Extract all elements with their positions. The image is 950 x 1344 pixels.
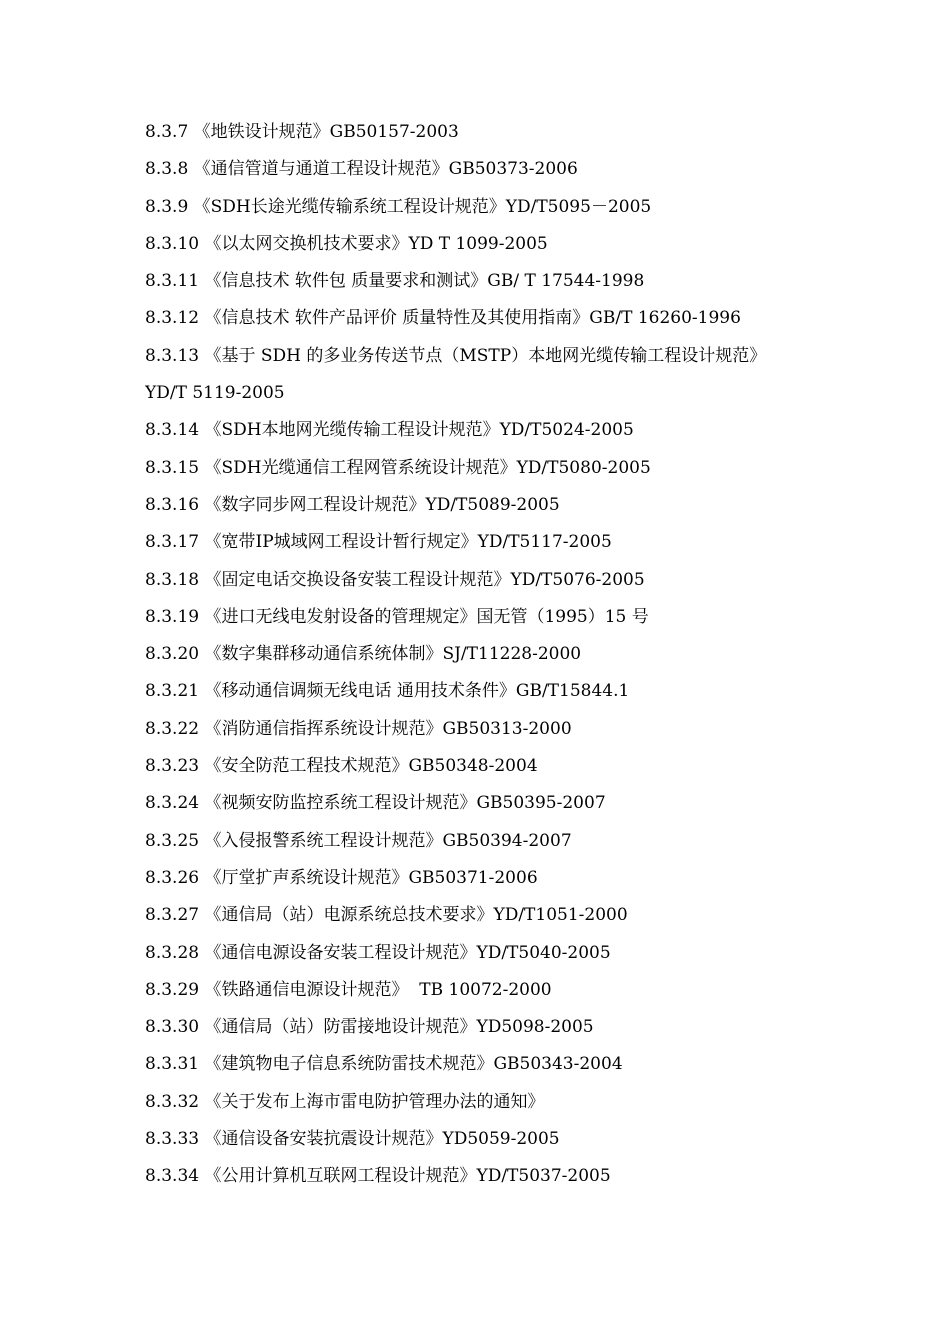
list-item: 8.3.10 《以太网交换机技术要求》YD T 1099-2005 [145,233,548,254]
list-item: 8.3.15 《SDH光缆通信工程网管系统设计规范》YD/T5080-2005 [145,457,651,478]
list-item: 8.3.11 《信息技术 软件包 质量要求和测试》GB/ T 17544-1998 [145,271,645,292]
list-item: 8.3.25 《入侵报警系统工程设计规范》GB50394-2007 [145,830,572,851]
list-item: 8.3.7 《地铁设计规范》GB50157-2003 [145,122,459,142]
list-item: 8.3.26 《厅堂扩声系统设计规范》GB50371-2006 [145,867,538,888]
list-item: 8.3.27 《通信局（站）电源系统总技术要求》YD/T1051-2000 [145,905,628,926]
list-item: 8.3.29 《铁路通信电源设计规范》 TB 10072-2000 [145,979,552,1000]
list-item: 8.3.23 《安全防范工程技术规范》GB50348-2004 [145,756,538,777]
list-item-continuation: YD/T 5119-2005 [145,383,285,404]
list-item: 8.3.22 《消防通信指挥系统设计规范》GB50313-2000 [145,718,572,739]
list-item: 8.3.34 《公用计算机互联网工程设计规范》YD/T5037-2005 [145,1166,611,1187]
list-item: 8.3.21 《移动通信调频无线电话 通用技术条件》GB/T15844.1 [145,681,630,702]
list-item: 8.3.14 《SDH本地网光缆传输工程设计规范》YD/T5024-2005 [145,420,634,441]
list-item: 8.3.19 《进口无线电发射设备的管理规定》国无管（1995）15 号 [145,606,649,627]
list-item: 8.3.16 《数字同步网工程设计规范》YD/T5089-2005 [145,494,560,515]
list-item: 8.3.18 《固定电话交换设备安装工程设计规范》YD/T5076-2005 [145,569,645,590]
list-item: 8.3.9 《SDH长途光缆传输系统工程设计规范》YD/T5095－2005 [145,196,652,217]
list-item: 8.3.30 《通信局（站）防雷接地设计规范》YD5098-2005 [145,1017,594,1038]
list-item: 8.3.24 《视频安防监控系统工程设计规范》GB50395-2007 [145,793,606,814]
list-item: 8.3.28 《通信电源设备安装工程设计规范》YD/T5040-2005 [145,942,611,963]
list-item: 8.3.20 《数字集群移动通信系统体制》SJ/T11228-2000 [145,644,582,665]
list-item: 8.3.32 《关于发布上海市雷电防护管理办法的通知》 [145,1091,545,1112]
list-item: 8.3.13 《基于 SDH 的多业务传送节点（MSTP）本地网光缆传输工程设计规范》 [145,345,767,366]
standards-list [145,114,835,1196]
list-item: 8.3.33 《通信设备安装抗震设计规范》YD5059-2005 [145,1129,560,1150]
list-item: 8.3.12 《信息技术 软件产品评价 质量特性及其使用指南》GB/T 16260-1996 [145,308,741,329]
list-item: 8.3.17 《宽带IP城域网工程设计暂行规定》YD/T5117-2005 [145,532,612,553]
list-item: 8.3.31 《建筑物电子信息系统防雷技术规范》GB50343-2004 [145,1054,623,1075]
list-item: 8.3.8 《通信管道与通道工程设计规范》GB50373-2006 [145,159,578,180]
